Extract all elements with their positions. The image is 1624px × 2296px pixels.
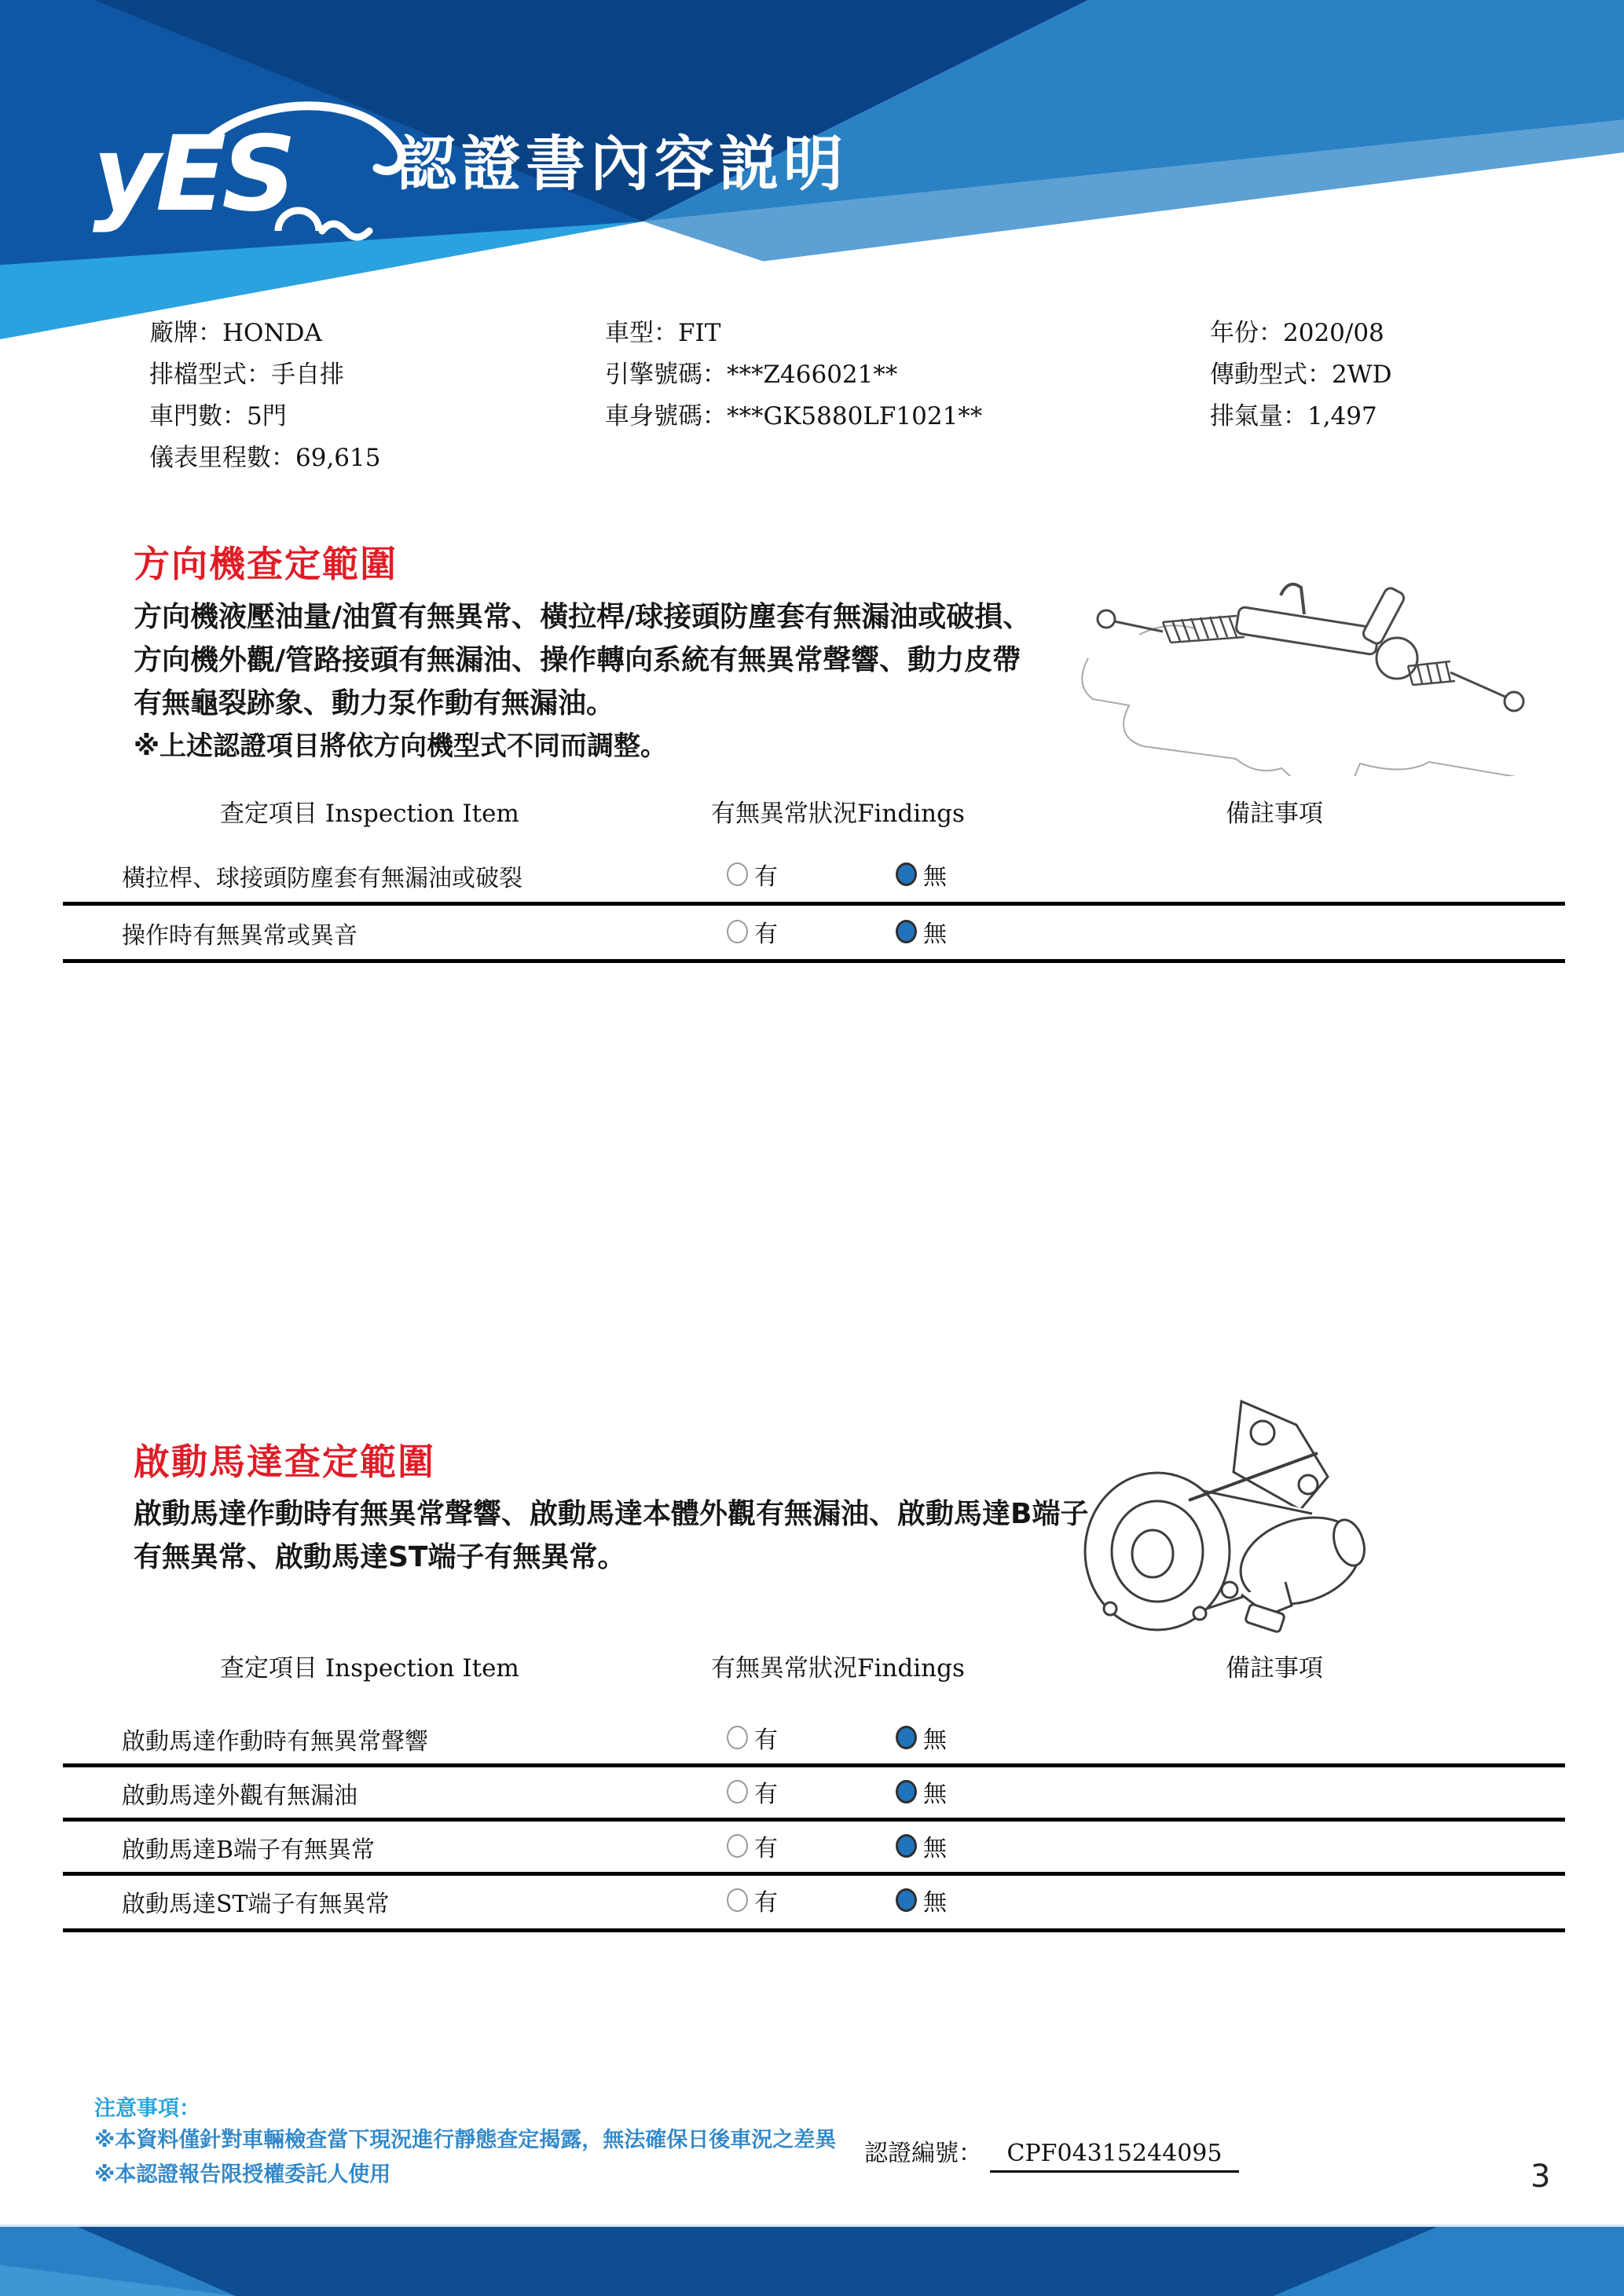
radio-no-circle[interactable] bbox=[896, 920, 917, 943]
info-model: 車型：FIT bbox=[605, 319, 721, 347]
steering-table-header bbox=[0, 793, 1624, 829]
finding-radio-group bbox=[727, 914, 947, 949]
header-banner bbox=[0, 0, 1624, 363]
description-line: 方向機液壓油量/油質有無異常、橫拉桿/球接頭防塵套有無漏油或破損、 bbox=[134, 601, 1032, 633]
description-line: 有無龜裂跡象、動力泵作動有無漏油。 bbox=[134, 687, 615, 720]
starter-table-header bbox=[0, 1648, 1624, 1683]
section-steering-title: 方向機查定範圍 bbox=[134, 543, 398, 585]
col-header-remarks: 備註事項 bbox=[1226, 1654, 1323, 1683]
inspection-item-label: 啟動馬達作動時有無異常聲響 bbox=[122, 1728, 428, 1756]
yes-logo bbox=[93, 93, 423, 265]
radio-no-label: 無 bbox=[923, 921, 947, 948]
notice-line-2: ※本認證報告限授權委託人使用 bbox=[94, 2162, 391, 2187]
finding-radio-group bbox=[727, 1829, 947, 1863]
radio-no-circle[interactable] bbox=[896, 1834, 917, 1858]
radio-no[interactable] bbox=[896, 914, 947, 949]
radio-no-label: 無 bbox=[923, 1781, 947, 1808]
radio-no[interactable] bbox=[896, 1720, 947, 1755]
radio-yes-circle[interactable] bbox=[727, 862, 748, 886]
finding-radio-group bbox=[727, 857, 947, 892]
radio-yes[interactable] bbox=[727, 857, 778, 892]
table-row bbox=[63, 902, 1565, 963]
table-row bbox=[63, 844, 1565, 906]
certificate-number-label: 認證編號： bbox=[864, 2140, 982, 2167]
radio-no[interactable] bbox=[896, 1774, 947, 1809]
section-steering-description bbox=[134, 595, 1031, 725]
radio-yes-label: 有 bbox=[754, 1835, 778, 1862]
radio-no-circle[interactable] bbox=[896, 1780, 917, 1803]
info-vin: 車身號碼：***GK5880LF1021** bbox=[605, 402, 983, 430]
radio-no[interactable] bbox=[896, 1829, 947, 1863]
inspection-item-label: 啟動馬達ST端子有無異常 bbox=[122, 1891, 390, 1918]
col-header-findings: 有無異常狀況Findings bbox=[711, 1654, 965, 1683]
table-row bbox=[63, 1872, 1565, 1932]
radio-yes[interactable] bbox=[727, 1829, 778, 1863]
inspection-item-label: 啟動馬達B端子有無異常 bbox=[122, 1836, 376, 1864]
info-doors: 車門數：5門 bbox=[149, 402, 287, 430]
radio-yes-label: 有 bbox=[754, 1781, 778, 1808]
info-transmission: 排檔型式：手自排 bbox=[149, 361, 344, 389]
col-header-item: 查定項目 Inspection Item bbox=[220, 1654, 519, 1683]
radio-yes[interactable] bbox=[727, 1883, 778, 1917]
radio-no[interactable] bbox=[896, 857, 947, 892]
footer-bar bbox=[0, 2225, 1624, 2296]
info-engine-no: 引擎號碼：***Z466021** bbox=[605, 361, 898, 389]
finding-radio-group bbox=[727, 1774, 947, 1809]
finding-radio-group bbox=[727, 1720, 947, 1755]
section-steering-note: ※上述認證項目將依方向機型式不同而調整。 bbox=[134, 731, 668, 762]
radio-yes-circle[interactable] bbox=[727, 1834, 748, 1858]
radio-no-label: 無 bbox=[923, 1835, 947, 1862]
radio-no-label: 無 bbox=[923, 1727, 947, 1754]
radio-yes-label: 有 bbox=[754, 921, 778, 948]
info-brand: 廠牌：HONDA bbox=[149, 319, 322, 347]
vehicle-info-column-3 bbox=[1210, 313, 1391, 438]
description-line: 有無異常、啟動馬達ST端子有無異常。 bbox=[134, 1541, 626, 1573]
col-header-findings: 有無異常狀況Findings bbox=[711, 800, 965, 828]
vehicle-info-column-2 bbox=[605, 313, 982, 438]
certificate-number-value: CPF04315244095 bbox=[990, 2140, 1240, 2173]
table-row bbox=[63, 1709, 1565, 1767]
table-row bbox=[63, 1763, 1565, 1822]
info-displacement: 排氣量：1,497 bbox=[1210, 402, 1377, 430]
notice-title: 注意事項： bbox=[94, 2096, 200, 2121]
description-line: 方向機外觀/管路接頭有無漏油、操作轉向系統有無異常聲響、動力皮帶 bbox=[134, 644, 1021, 676]
finding-radio-group bbox=[727, 1883, 947, 1917]
info-mileage: 儀表里程數：69,615 bbox=[149, 444, 381, 472]
radio-yes-label: 有 bbox=[754, 863, 778, 891]
inspection-item-label: 操作時有無異常或異音 bbox=[122, 922, 357, 950]
steering-rack-illustration bbox=[1045, 540, 1548, 776]
description-line: 啟動馬達作動時有無異常聲響、啟動馬達本體外觀有無漏油、啟動馬達B端子 bbox=[134, 1498, 1089, 1530]
radio-no-label: 無 bbox=[923, 1889, 947, 1917]
starter-motor-illustration bbox=[1065, 1384, 1402, 1643]
yes-logo-text: yES bbox=[93, 114, 292, 235]
radio-no-circle[interactable] bbox=[896, 1726, 917, 1749]
info-year: 年份：2020/08 bbox=[1210, 319, 1384, 347]
vehicle-info-column-1 bbox=[149, 313, 380, 479]
section-starter-description bbox=[134, 1492, 1088, 1579]
radio-no-label: 無 bbox=[923, 863, 947, 891]
inspection-item-label: 啟動馬達外觀有無漏油 bbox=[122, 1782, 357, 1810]
radio-yes-label: 有 bbox=[754, 1889, 778, 1917]
info-drivetrain: 傳動型式：2WD bbox=[1210, 361, 1392, 389]
radio-yes[interactable] bbox=[727, 1774, 778, 1809]
radio-no-circle[interactable] bbox=[896, 1888, 917, 1912]
radio-no[interactable] bbox=[896, 1883, 947, 1917]
page-title: 認證書內容説明 bbox=[397, 129, 848, 199]
notice-line-1: ※本資料僅針對車輛檢查當下現況進行靜態查定揭露，無法確保日後車況之差異 bbox=[94, 2128, 837, 2152]
radio-yes-circle[interactable] bbox=[727, 1888, 748, 1912]
radio-yes-circle[interactable] bbox=[727, 1726, 748, 1749]
section-starter-title: 啟動馬達查定範圍 bbox=[134, 1441, 435, 1483]
inspection-item-label: 橫拉桿、球接頭防塵套有無漏油或破裂 bbox=[122, 865, 522, 892]
radio-yes[interactable] bbox=[727, 1720, 778, 1755]
radio-yes-label: 有 bbox=[754, 1727, 778, 1754]
col-header-remarks: 備註事項 bbox=[1226, 800, 1323, 828]
certificate-number-line bbox=[864, 2133, 1239, 2168]
footer-bar-navy-shape bbox=[0, 2227, 1624, 2296]
radio-yes[interactable] bbox=[727, 914, 778, 949]
radio-yes-circle[interactable] bbox=[727, 1780, 748, 1803]
page-number: 3 bbox=[1531, 2159, 1551, 2195]
radio-yes-circle[interactable] bbox=[727, 920, 748, 943]
col-header-item: 查定項目 Inspection Item bbox=[220, 800, 519, 828]
radio-no-circle[interactable] bbox=[896, 862, 917, 886]
table-row bbox=[63, 1818, 1565, 1876]
